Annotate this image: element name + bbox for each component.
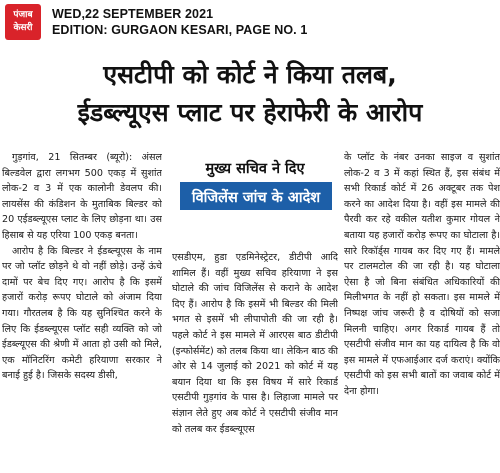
subheadline-line-1: मुख्य सचिव ने दिए [205, 161, 305, 177]
logo-line-2: केसरी [13, 23, 33, 33]
headline-line-2: ईडब्ल्यूएस प्लाट पर हेराफेरी के आरोप [77, 98, 423, 127]
article-column-3 [344, 150, 500, 473]
subheadline-line-2: विजिलेंस जांच के आदेश [191, 190, 321, 206]
logo-line-1: पंजाब [13, 10, 33, 20]
date-line: WED,22 SEPTEMBER 2021 [52, 7, 214, 21]
column-1-paragraph-1: गुड़गांव, 21 सितम्बर (ब्यूरो): अंसल बिल्डवेल द्वारा लगभग 500 एकड़ में सुशांत लोक-2 व 3 में एक कालोनी डेवलप की। लायसेंस की कंडिशन के मुताबिक बिल्डर को 20 एईडब्ल्यूएस प्लाट के लिए छोड़ना था। उस हिसाब से यह एरिया 100 एकड़ बनता। [2, 152, 162, 241]
headline-line-1: एसटीपी को कोर्ट ने किया तलब, [103, 60, 397, 89]
subheadline-box [172, 152, 338, 242]
edition-meta [52, 6, 307, 38]
newspaper-logo [5, 4, 41, 40]
column-3-text: के प्लॉट के नंबर उनका साइज व सुशांत लोक-2 व 3 में कहां स्थित हैं, इस संबंध में सभी रिकार्ड कोर्ट में 26 अक्टूबर तक पेश करने का आदेश दिया है। वहीं इस मामले की पैरवी कर रहे वकील यतीश कुमार गोयल ने बताया यह हजारों करोड़ रूपए का घोटाला है। सारे रिकॉर्ड्स गायब कर दिए गए हैं। मामले पर टालमटोल की जा रही है। यह घोटाला ऐसा है जो बिना संबंधित अधिकारियों की मिलीभगत के नहीं हो सकता। इस मामले में निष्पक्ष जांच जरूरी है व दोषियों को सजा मिलनी चाहिए। अगर रिकार्ड गायब हैं तो एसटीपी संजीव मान का यह दायित्व है कि वो इस मामले में एफआईआर दर्ज कराएं। क्योंकि एसटीपी को इस सभी बातों का जवाब कोर्ट में देना होगा। [344, 152, 500, 397]
article-column-1 [2, 150, 162, 473]
masthead [0, 0, 500, 44]
edition-line: EDITION: GURGAON KESARI, PAGE NO. 1 [52, 23, 308, 37]
headline [0, 56, 500, 132]
column-1-paragraph-2: आरोप है कि बिल्डर ने ईडब्ल्यूएस के नाम पर जो प्लॉट छोड़ने थे वो नहीं छोड़े। उन्हें ऊंचे दामों पर बेच दिए गए। आरोप है कि इसमें हजारों करोड़ रूपए घोटाले को अंजाम दिया गया। गौरतलब है कि यह सुनिश्चित करने के लिए कि ईडब्ल्यूएस प्लॉट सही व्यक्ति को जो ईडब्ल्यूएस की श्रेणी में आता हो उसी को मिले, एक मॉनिटरिंग कमेटी हरियाणा सरकार ने बनाई हुई है। जिसके सदस्य डीसी, [2, 245, 162, 382]
column-2-text: एसडीएम, हुडा एडमिनेस्ट्रेटर, डीटीपी आदि शामिल हैं। वहीं मुख्य सचिव हरियाणा ने इस घोटाले की जांच विजिलेंस से कराने के आदेश दिए हैं। आरोप है कि इसमें भी बिल्डर की मिली भगत से इसमें भी लीपापोती की जा रही है। पहले कोर्ट ने इस मामले में आरएस बाठ डीटीपी (इन्फोर्समेंट) को तलब किया था। लेकिन बाठ की ओर से 14 जुलाई को 2021 को कोर्ट में यह बयान दिया था कि इस विषय में सारे रिकार्ड एसटीपी गुड़गांव के पास है। लिहाजा मामले पर संज्ञान लेते हुए अब कोर्ट ने एसटीपी संजीव मान को तलब कर ईडब्ल्यूएस [172, 252, 338, 435]
article-column-2 [172, 250, 338, 473]
